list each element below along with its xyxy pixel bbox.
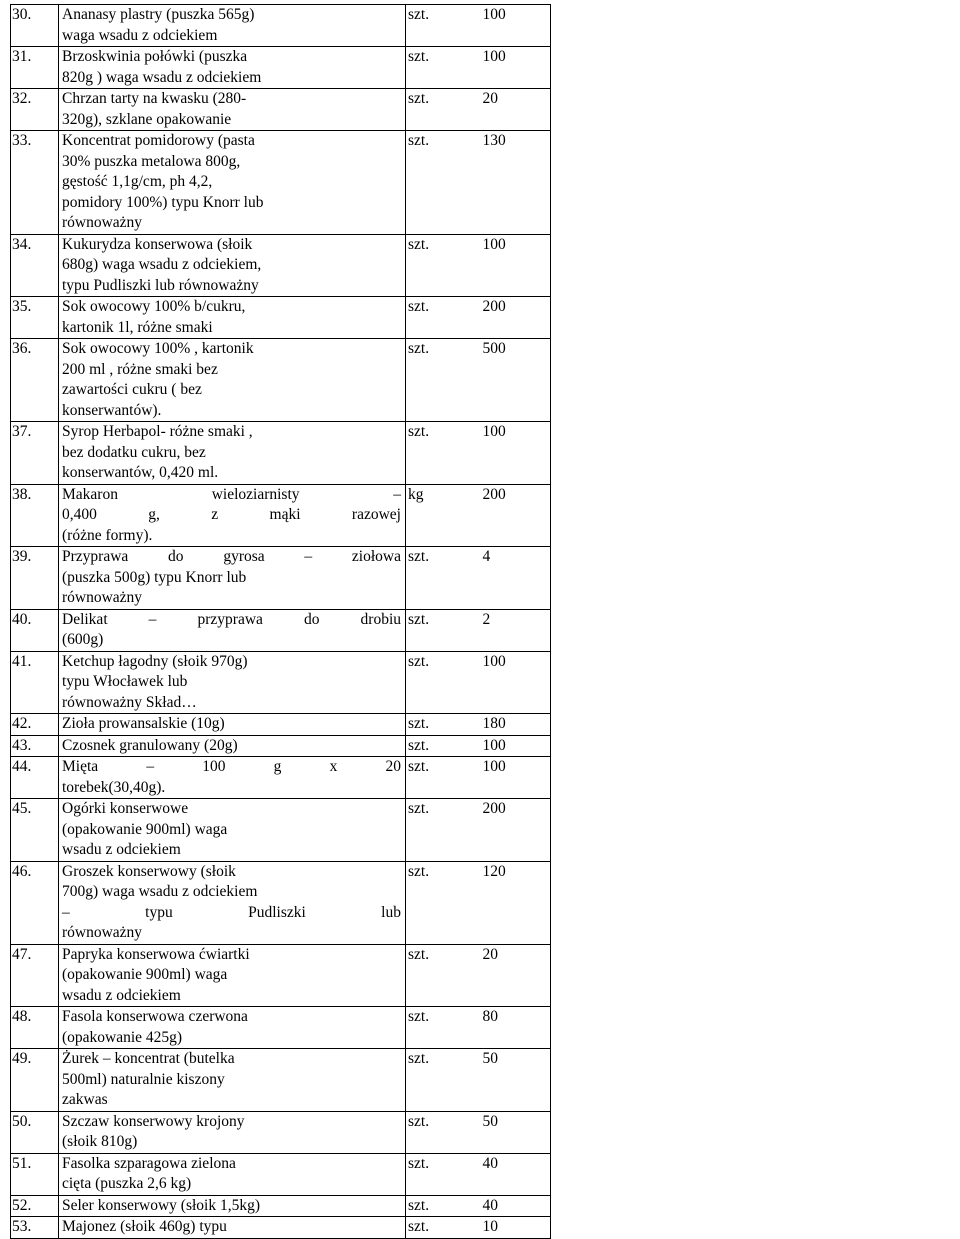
description-line: Sok owocowy 100% b/cukru, (62, 298, 246, 315)
quantity-cell: 40 (446, 1153, 551, 1195)
description-line: gęstość 1,1g/cm, ph 4,2, (62, 173, 213, 190)
description-cell (59, 47, 406, 89)
row-number-cell (11, 799, 59, 862)
unit-cell: szt. (406, 89, 446, 131)
description-cell (59, 1153, 406, 1195)
table-row (11, 234, 551, 297)
quantity-cell: 80 (446, 1007, 551, 1049)
row-number: 35. (12, 298, 32, 315)
description-line: Ananasy plastry (puszka 565g) (62, 6, 255, 23)
description-cell (59, 5, 406, 47)
description-line: konserwantów, 0,420 ml. (62, 464, 219, 481)
description-line: Ogórki konserwowe (62, 800, 189, 817)
quantity-cell: 50 (446, 1111, 551, 1153)
unit-cell: szt. (406, 1007, 446, 1049)
description-cell (59, 799, 406, 862)
description-line: cięta (puszka 2,6 kg) (62, 1175, 192, 1192)
products-table (10, 4, 551, 1239)
row-number: 52. (12, 1196, 32, 1214)
description-line: Szczaw konserwowy krojony (62, 1112, 245, 1130)
row-number-cell (11, 422, 59, 485)
row-number: 38. (12, 485, 32, 503)
table-row (11, 297, 551, 339)
description-line: zawartości cukru ( bez (62, 381, 202, 398)
row-number-cell (11, 297, 59, 339)
description-cell (59, 714, 406, 736)
description-line: równoważny (62, 589, 143, 606)
description-cell (59, 131, 406, 235)
description-line: Chrzan tarty na kwasku (280- (62, 90, 247, 107)
description-line: Mięta – 100 g x 20 (62, 758, 401, 775)
unit-cell: szt. (406, 339, 446, 422)
description-line: (opakowanie 425g) (62, 1028, 183, 1046)
row-number: 49. (12, 1050, 32, 1067)
table-row (11, 757, 551, 799)
description-line: 700g) waga wsadu z odciekiem (62, 883, 258, 900)
row-number: 48. (12, 1008, 32, 1025)
table-row (11, 339, 551, 422)
row-number-cell (11, 1195, 59, 1217)
row-number: 53. (12, 1218, 32, 1235)
unit-cell: szt. (406, 651, 446, 714)
unit-cell: szt. (406, 547, 446, 610)
description-cell (59, 1049, 406, 1112)
row-number: 47. (12, 945, 32, 963)
quantity-cell: 100 (446, 234, 551, 297)
table-row (11, 1195, 551, 1217)
unit-cell: szt. (406, 47, 446, 89)
table-row (11, 714, 551, 736)
table-row (11, 944, 551, 1007)
unit-cell: szt. (406, 861, 446, 944)
table-row (11, 484, 551, 547)
description-line: – typu Pudliszki lub (62, 903, 401, 921)
row-number: 39. (12, 548, 32, 565)
table-row (11, 1049, 551, 1112)
row-number: 41. (12, 652, 32, 670)
description-line: (600g) (62, 631, 104, 648)
row-number: 30. (12, 6, 32, 23)
quantity-cell: 200 (446, 297, 551, 339)
description-line: Brzoskwinia połówki (puszka (62, 48, 248, 65)
row-number-cell (11, 484, 59, 547)
description-line: kartonik 1l, różne smaki (62, 318, 213, 336)
description-cell (59, 609, 406, 651)
table-row (11, 47, 551, 89)
row-number-cell (11, 757, 59, 799)
description-line: 0,400 g, z mąki razowej (62, 506, 401, 523)
table-row (11, 5, 551, 47)
unit-cell: szt. (406, 944, 446, 1007)
description-line: typu Pudliszki lub równoważny (62, 276, 259, 294)
unit-cell: szt. (406, 1049, 446, 1112)
table-row (11, 735, 551, 757)
description-line: (różne formy). (62, 526, 153, 544)
quantity-cell: 20 (446, 89, 551, 131)
description-line: Fasolka szparagowa zielona (62, 1154, 236, 1172)
description-line: Delikat – przyprawa do drobiu (62, 610, 401, 628)
quantity-cell: 100 (446, 422, 551, 485)
row-number: 37. (12, 423, 32, 440)
description-line: Czosnek granulowany (20g) (62, 736, 238, 754)
unit-cell: szt. (406, 234, 446, 297)
row-number-cell (11, 1111, 59, 1153)
description-line: 500ml) naturalnie kiszony (62, 1070, 225, 1088)
unit-cell: szt. (406, 5, 446, 47)
row-number: 50. (12, 1112, 32, 1130)
table-row (11, 547, 551, 610)
description-line: pomidory 100%) typu Knorr lub (62, 193, 264, 211)
description-line: Makaron wieloziarnisty – (62, 485, 401, 503)
description-line: Koncentrat pomidorowy (pasta (62, 132, 255, 149)
quantity-cell: 20 (446, 944, 551, 1007)
description-line: Sok owocowy 100% , kartonik (62, 340, 254, 357)
description-cell (59, 861, 406, 944)
row-number-cell (11, 609, 59, 651)
description-line: Żurek – koncentrat (butelka (62, 1050, 235, 1067)
row-number-cell (11, 5, 59, 47)
row-number-cell (11, 547, 59, 610)
quantity-cell: 200 (446, 484, 551, 547)
unit-cell: szt. (406, 1217, 446, 1239)
quantity-cell: 10 (446, 1217, 551, 1239)
description-cell (59, 651, 406, 714)
table-row (11, 609, 551, 651)
row-number: 43. (12, 736, 32, 754)
description-line: 820g ) waga wsadu z odciekiem (62, 68, 262, 86)
table-row (11, 861, 551, 944)
description-line: równoważny Skład… (62, 693, 197, 711)
description-cell (59, 757, 406, 799)
row-number-cell (11, 47, 59, 89)
description-line: Zioła prowansalskie (10g) (62, 715, 225, 732)
unit-cell: szt. (406, 757, 446, 799)
table-row (11, 131, 551, 235)
row-number-cell (11, 651, 59, 714)
unit-cell: szt. (406, 1111, 446, 1153)
description-line: równoważny (62, 214, 143, 231)
row-number-cell (11, 131, 59, 235)
description-line: 200 ml , różne smaki bez (62, 360, 218, 378)
table-row (11, 651, 551, 714)
quantity-cell: 500 (446, 339, 551, 422)
unit-cell: szt. (406, 131, 446, 235)
description-line: Przyprawa do gyrosa – ziołowa (62, 548, 401, 565)
table-row (11, 799, 551, 862)
description-line: (słoik 810g) (62, 1133, 138, 1150)
description-line: typu Włocławek lub (62, 673, 188, 690)
row-number: 32. (12, 90, 32, 107)
description-cell (59, 944, 406, 1007)
row-number: 36. (12, 340, 32, 357)
row-number-cell (11, 89, 59, 131)
quantity-cell: 4 (446, 547, 551, 610)
unit-cell: szt. (406, 297, 446, 339)
description-cell (59, 1217, 406, 1239)
unit-cell: szt. (406, 1195, 446, 1217)
table-row (11, 1111, 551, 1153)
description-cell (59, 1195, 406, 1217)
row-number-cell (11, 861, 59, 944)
row-number-cell (11, 234, 59, 297)
description-line: waga wsadu z odciekiem (62, 26, 218, 44)
quantity-cell: 100 (446, 757, 551, 799)
table-row (11, 89, 551, 131)
row-number-cell (11, 1217, 59, 1239)
description-cell (59, 234, 406, 297)
table-row (11, 1153, 551, 1195)
row-number: 51. (12, 1154, 32, 1172)
table-row (11, 1007, 551, 1049)
row-number-cell (11, 339, 59, 422)
description-line: Papryka konserwowa ćwiartki (62, 945, 250, 963)
description-cell (59, 339, 406, 422)
row-number-cell (11, 735, 59, 757)
quantity-cell: 40 (446, 1195, 551, 1217)
description-line: Fasola konserwowa czerwona (62, 1008, 248, 1025)
row-number: 44. (12, 758, 32, 775)
quantity-cell: 200 (446, 799, 551, 862)
row-number: 40. (12, 610, 32, 628)
table-row (11, 1217, 551, 1239)
description-cell (59, 297, 406, 339)
description-line: 30% puszka metalowa 800g, (62, 152, 241, 170)
description-line: (puszka 500g) typu Knorr lub (62, 568, 247, 586)
description-line: Kukurydza konserwowa (słoik (62, 235, 253, 253)
description-line: wsadu z odciekiem (62, 986, 181, 1004)
unit-cell: szt. (406, 714, 446, 736)
quantity-cell: 2 (446, 609, 551, 651)
quantity-cell: 100 (446, 651, 551, 714)
row-number: 45. (12, 800, 32, 817)
description-line: konserwantów). (62, 401, 162, 419)
quantity-cell: 100 (446, 735, 551, 757)
description-line: bez dodatku cukru, bez (62, 443, 206, 461)
quantity-cell: 180 (446, 714, 551, 736)
description-cell (59, 89, 406, 131)
quantity-cell: 100 (446, 5, 551, 47)
description-line: Ketchup łagodny (słoik 970g) (62, 652, 248, 670)
table-row (11, 422, 551, 485)
description-cell (59, 484, 406, 547)
row-number: 46. (12, 862, 32, 880)
unit-cell: szt. (406, 735, 446, 757)
description-cell (59, 547, 406, 610)
description-line: wsadu z odciekiem (62, 841, 181, 858)
description-line: torebek(30,40g). (62, 778, 166, 796)
row-number: 42. (12, 715, 32, 732)
description-cell (59, 422, 406, 485)
unit-cell: szt. (406, 1153, 446, 1195)
row-number: 31. (12, 48, 32, 65)
description-line: 680g) waga wsadu z odciekiem, (62, 256, 262, 273)
unit-cell: szt. (406, 799, 446, 862)
description-line: równoważny (62, 924, 143, 941)
quantity-cell: 120 (446, 861, 551, 944)
row-number-cell (11, 1153, 59, 1195)
row-number-cell (11, 714, 59, 736)
description-cell (59, 1111, 406, 1153)
unit-cell: szt. (406, 422, 446, 485)
description-line: (opakowanie 900ml) waga (62, 820, 228, 838)
quantity-cell: 50 (446, 1049, 551, 1112)
description-line: 320g), szklane opakowanie (62, 110, 232, 128)
unit-cell: kg (406, 484, 446, 547)
row-number: 33. (12, 132, 32, 149)
description-line: Seler konserwowy (słoik 1,5kg) (62, 1196, 261, 1214)
row-number-cell (11, 1049, 59, 1112)
description-line: Groszek konserwowy (słoik (62, 862, 236, 880)
description-line: (opakowanie 900ml) waga (62, 966, 228, 983)
description-line: Syrop Herbapol- różne smaki , (62, 423, 253, 440)
quantity-cell: 100 (446, 47, 551, 89)
unit-cell: szt. (406, 609, 446, 651)
description-line: zakwas (62, 1091, 108, 1108)
products-table-body (11, 5, 551, 1239)
description-cell (59, 1007, 406, 1049)
row-number-cell (11, 944, 59, 1007)
description-cell (59, 735, 406, 757)
description-line: Majonez (słoik 460g) typu (62, 1218, 227, 1235)
quantity-cell: 130 (446, 131, 551, 235)
row-number: 34. (12, 235, 32, 253)
row-number-cell (11, 1007, 59, 1049)
